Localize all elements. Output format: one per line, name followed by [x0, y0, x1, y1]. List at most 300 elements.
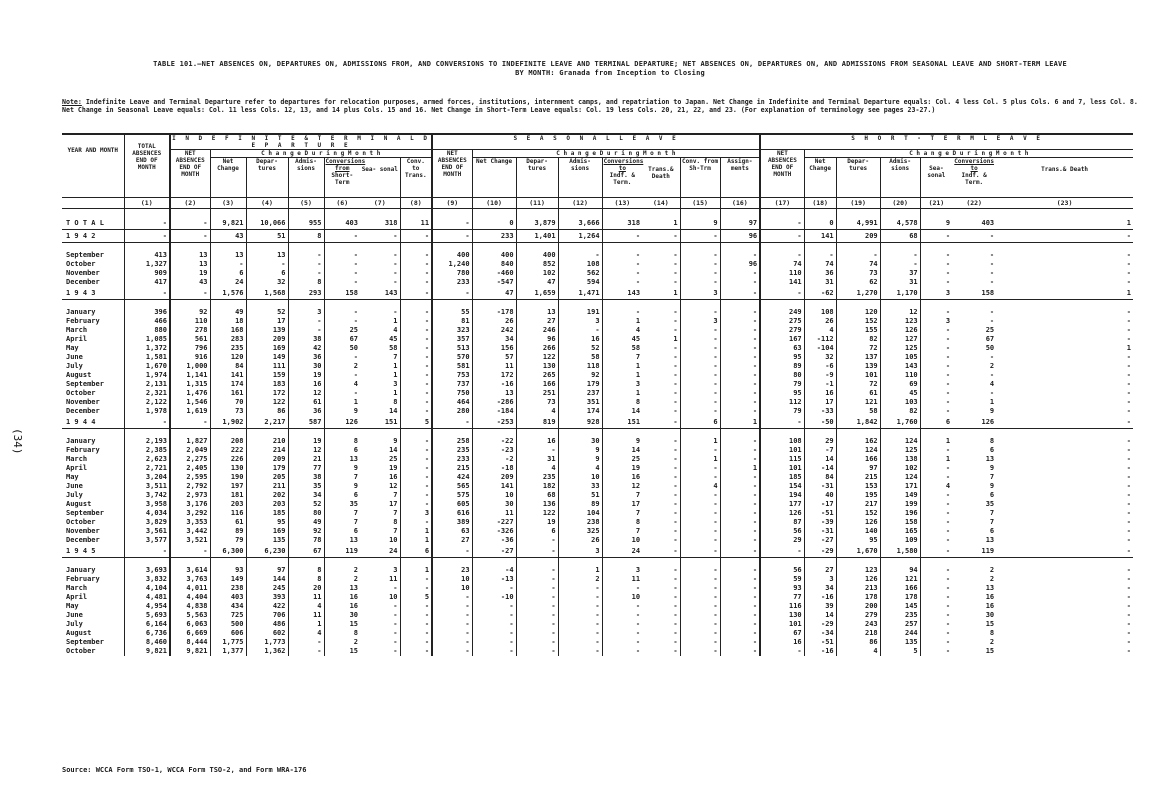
table-cell: 9,821	[170, 647, 210, 656]
table-cell: 104	[558, 509, 602, 518]
column-number: (18)	[804, 198, 836, 209]
table-cell: 89	[558, 500, 602, 509]
table-cell: 1,670	[124, 362, 170, 371]
table-cell: 58	[602, 344, 642, 353]
table-cell: 840	[472, 260, 516, 269]
table-cell: -	[720, 437, 760, 446]
header-conv-from-sh-trm: Conv. from Sh-Trm	[680, 158, 720, 198]
table-cell: -	[400, 482, 432, 491]
header-seas-change: C h a n g e D u r i n g M o n t h	[472, 150, 760, 158]
spacer-cell	[836, 209, 880, 218]
table-cell: 121	[836, 398, 880, 407]
table-cell: -	[673, 500, 678, 508]
spacer-cell	[720, 243, 760, 252]
table-cell: 203	[210, 500, 246, 509]
table-cell: -	[920, 278, 952, 287]
table-cell: 61	[210, 518, 246, 527]
table-cell: -	[920, 407, 952, 416]
table-cell: 84	[804, 473, 836, 482]
row-label: June	[66, 482, 83, 490]
table-cell: 1	[673, 335, 678, 343]
table-cell: 203	[246, 500, 288, 509]
table-cell: 24	[602, 545, 642, 558]
table-cell: -	[920, 584, 952, 593]
table-cell: 56	[760, 566, 804, 575]
spacer-cell	[210, 243, 246, 252]
table-cell: 39	[804, 602, 836, 611]
table-cell: 17	[804, 398, 836, 407]
table-cell: 15	[324, 647, 360, 656]
table-cell: 110	[880, 371, 920, 380]
spacer-cell	[62, 243, 124, 252]
table-cell: -	[324, 251, 360, 260]
table-cell: -	[920, 620, 952, 629]
table-cell: 3,763	[170, 575, 210, 584]
table-cell: -	[432, 217, 472, 230]
table-cell: -	[432, 545, 472, 558]
table-cell: 2,595	[170, 473, 210, 482]
month-row	[62, 575, 1133, 584]
row-label: October	[66, 518, 96, 526]
table-cell: 266	[516, 344, 558, 353]
table-cell: -	[920, 500, 952, 509]
table-cell: -	[680, 326, 720, 335]
spacer-cell	[558, 300, 602, 309]
table-cell: 149	[880, 491, 920, 500]
table-cell: 3	[393, 380, 398, 388]
table-cell: 1	[680, 437, 720, 446]
table-cell: 116	[210, 509, 246, 518]
spacer-cell	[996, 243, 1133, 252]
table-cell: 110	[760, 269, 804, 278]
table-cell: 10,066	[246, 217, 288, 230]
column-number: (16)	[720, 198, 760, 209]
table-cell: -	[720, 335, 760, 344]
table-cell: -	[288, 251, 324, 260]
table-cell: 126	[836, 575, 880, 584]
spacer-cell	[952, 429, 996, 438]
row-label: January	[66, 308, 96, 316]
table-cell: 1	[400, 566, 432, 575]
table-cell: 166	[516, 380, 558, 389]
table-cell: 466	[124, 317, 170, 326]
table-cell: 115	[760, 455, 804, 464]
table-cell: 2	[324, 362, 360, 371]
table-cell: 124	[880, 473, 920, 482]
row-label: June	[66, 611, 83, 619]
month-row	[62, 500, 1133, 509]
table-cell: 153	[836, 482, 880, 491]
spacer-cell	[602, 209, 642, 218]
table-cell: -	[720, 509, 760, 518]
table-cell: 1,377	[210, 647, 246, 656]
table-cell: 1,362	[246, 647, 288, 656]
table-title	[60, 60, 1160, 78]
table-cell: 1,773	[246, 638, 288, 647]
table-cell: 3,561	[124, 527, 170, 536]
table-cell: -	[680, 527, 720, 536]
table-cell: -	[400, 584, 432, 593]
table-cell: -	[393, 611, 398, 619]
table-cell: 1,476	[170, 389, 210, 398]
table-cell: 3,958	[124, 500, 170, 509]
table-cell: -	[720, 545, 760, 558]
spacer-cell	[432, 209, 472, 218]
table-cell: 0	[804, 217, 836, 230]
table-cell: 209	[836, 230, 880, 243]
header-seas-trans-death: Trans.& Death	[642, 158, 680, 198]
table-cell: 2	[989, 362, 995, 370]
table-cell: 602	[246, 629, 288, 638]
table-cell: 11	[472, 509, 516, 518]
table-cell: -	[760, 416, 804, 429]
table-cell: 8	[602, 398, 642, 407]
table-cell: 178	[880, 593, 920, 602]
note-label: Note:	[62, 98, 82, 106]
table-cell: 3	[602, 566, 642, 575]
table-cell: 6	[989, 446, 995, 454]
table-cell: -14	[804, 464, 836, 473]
table-cell: -	[673, 536, 678, 544]
table-cell: 7	[602, 509, 642, 518]
table-cell: 235	[880, 611, 920, 620]
table-cell: -	[1126, 362, 1131, 370]
table-cell: 55	[432, 308, 472, 317]
table-cell: 3,521	[170, 536, 210, 545]
spacer-cell	[760, 243, 804, 252]
table-cell: 177	[760, 500, 804, 509]
table-cell: -	[472, 602, 516, 611]
table-cell: 8,460	[124, 638, 170, 647]
table-cell: -	[170, 545, 210, 558]
table-cell: 32	[804, 353, 836, 362]
table-cell: 1	[996, 217, 1133, 230]
table-cell: -	[680, 500, 720, 509]
table-cell: 171	[880, 482, 920, 491]
table-cell: -	[1126, 260, 1131, 268]
table-cell: -	[920, 518, 952, 527]
spacer-cell	[170, 300, 210, 309]
table-cell: -	[432, 629, 472, 638]
table-cell: 97	[836, 464, 880, 473]
table-cell: -	[516, 620, 558, 629]
table-cell: -	[920, 566, 952, 575]
table-cell: 15	[985, 647, 995, 655]
table-cell: 151	[360, 416, 400, 429]
column-number: (23)	[996, 198, 1133, 209]
table-cell: 7	[989, 473, 995, 481]
spacer-cell	[432, 558, 472, 567]
month-row	[62, 407, 1133, 416]
table-cell: 58	[389, 344, 398, 352]
spacer-cell	[472, 209, 516, 218]
table-cell: -	[602, 308, 642, 317]
table-cell: 126	[952, 416, 996, 429]
table-cell: 95	[760, 389, 804, 398]
table-cell: -	[673, 593, 678, 601]
table-cell: 581	[432, 362, 472, 371]
table-cell: 138	[880, 455, 920, 464]
table-cell: 575	[432, 491, 472, 500]
table-cell: -	[680, 593, 720, 602]
table-cell: 196	[880, 509, 920, 518]
month-row	[62, 584, 1133, 593]
table-cell: 56	[760, 527, 804, 536]
table-cell: -112	[804, 335, 836, 344]
table-cell: 417	[124, 278, 170, 287]
table-cell: -	[516, 575, 558, 584]
table-cell: -253	[472, 416, 516, 429]
table-cell: 8,444	[170, 638, 210, 647]
spacer-cell	[400, 300, 432, 309]
table-cell: -	[673, 584, 678, 592]
table-cell: 122	[516, 509, 558, 518]
table-cell: 1,270	[836, 287, 880, 300]
table-cell: 181	[210, 491, 246, 500]
table-cell: 9	[680, 217, 720, 230]
spacer-cell	[400, 243, 432, 252]
table-cell: -16	[804, 647, 836, 656]
month-row	[62, 251, 1133, 260]
spacer-cell	[952, 209, 996, 218]
total-row	[62, 217, 1133, 230]
table-cell: 23	[432, 566, 472, 575]
table-cell: -	[920, 593, 952, 602]
table-cell: 2,721	[124, 464, 170, 473]
table-cell: -	[720, 500, 760, 509]
table-cell: 165	[880, 527, 920, 536]
table-cell: 74	[836, 260, 880, 269]
table-cell: 10	[432, 575, 472, 584]
table-cell: 10	[389, 536, 398, 544]
table-cell: -	[673, 398, 678, 406]
table-cell: -	[602, 251, 642, 260]
table-cell: 357	[432, 335, 472, 344]
table-cell: 3,442	[170, 527, 210, 536]
month-row	[62, 260, 1133, 269]
month-row	[62, 638, 1133, 647]
table-cell: -	[952, 230, 996, 243]
table-cell: -	[432, 620, 472, 629]
spacer-cell	[804, 243, 836, 252]
table-cell: 208	[210, 437, 246, 446]
table-cell: -	[324, 308, 360, 317]
table-cell: 16	[985, 593, 995, 601]
table-cell: 1	[1126, 344, 1131, 352]
table-cell: -	[1126, 455, 1131, 463]
table-cell: 13	[170, 251, 210, 260]
table-cell: 7	[989, 518, 995, 526]
table-cell: 796	[170, 344, 210, 353]
row-label: May	[66, 473, 79, 481]
table-cell: 31	[516, 455, 558, 464]
spacer-cell	[62, 300, 124, 309]
table-cell: -	[1126, 638, 1131, 646]
table-cell: 143	[602, 287, 642, 300]
row-label: October	[66, 260, 96, 268]
note-text: Indefinite Leave and Terminal Departure refer to departures for relocation purposes, armed forces, institutions, internment camps, and repatriation to Japan. Net Change in Indefinite and Terminal Departure equals: Col. 4 less Col. 5 plus Cols. 6 and 7, less Col. 8. Net Change in Seasonal Leave equals: Col. 11 less Cols. 12, 13, and 14 plus Cols. 15 and 16. Net Change in Short-Term Leave equals: Col. 19 less Cols. 20, 21, 22, and 23. (For explanation of terminology see pages 23-27.)	[62, 98, 1138, 115]
table-cell: 5,563	[170, 611, 210, 620]
header-conv-from-seasonal: Sea- sonal	[360, 158, 400, 198]
table-cell: -	[602, 230, 642, 243]
table-cell: 2,131	[124, 380, 170, 389]
table-cell: -	[516, 584, 558, 593]
spacer-cell	[642, 243, 680, 252]
table-cell: 3,832	[124, 575, 170, 584]
table-cell: 50	[985, 344, 995, 352]
table-cell: 434	[210, 602, 246, 611]
table-cell: 1	[602, 389, 642, 398]
table-cell: -	[400, 278, 432, 287]
table-cell: -	[673, 326, 678, 334]
table-cell: -	[673, 620, 678, 628]
table-cell: 62	[836, 278, 880, 287]
row-label: February	[66, 317, 100, 325]
table-cell: 1,619	[170, 407, 210, 416]
table-cell: 706	[246, 611, 288, 620]
table-cell: -	[400, 407, 432, 416]
header-seas-admissions: Admis- sions	[558, 158, 602, 198]
table-cell: -	[673, 602, 678, 610]
table-cell: -	[1126, 335, 1131, 343]
table-cell: -	[602, 278, 642, 287]
table-cell: -	[124, 287, 170, 300]
table-cell: 194	[760, 491, 804, 500]
table-cell: -	[1126, 353, 1131, 361]
table-cell: -	[880, 251, 920, 260]
table-cell: 70	[210, 398, 246, 407]
table-cell: -	[1126, 566, 1131, 574]
table-cell: 32	[246, 278, 288, 287]
row-label: September	[66, 638, 104, 646]
table-cell: 279	[760, 326, 804, 335]
table-cell: -	[602, 620, 642, 629]
table-cell: 235	[432, 446, 472, 455]
table-cell: -	[516, 647, 558, 656]
table-cell: -	[680, 584, 720, 593]
table-cell: 11	[602, 575, 642, 584]
table-cell: 152	[836, 317, 880, 326]
table-cell: -	[432, 287, 472, 300]
table-cell: 77	[760, 593, 804, 602]
table-cell: 1,842	[836, 416, 880, 429]
table-cell: -	[989, 251, 995, 259]
table-cell: -	[288, 317, 324, 326]
spacer-cell	[804, 209, 836, 218]
table-cell: 15	[985, 620, 995, 628]
header-indef-change: C h a n g e D u r i n g M o n t h	[210, 150, 432, 158]
table-cell: 183	[246, 380, 288, 389]
table-cell: -	[1126, 407, 1131, 415]
table-cell: -	[642, 545, 680, 558]
table-cell: -	[680, 491, 720, 500]
table-cell: -	[680, 518, 720, 527]
column-number: (12)	[558, 198, 602, 209]
month-row	[62, 473, 1133, 482]
table-cell: -	[920, 536, 952, 545]
table-cell: 9	[558, 455, 602, 464]
table-cell: -	[516, 629, 558, 638]
spacer-cell	[324, 300, 360, 309]
table-cell: 819	[516, 416, 558, 429]
table-cell: -	[1126, 509, 1131, 517]
spacer-cell	[920, 300, 952, 309]
table-cell: 6,164	[124, 620, 170, 629]
table-cell: 7	[602, 491, 642, 500]
table-cell: -	[920, 638, 952, 647]
table-cell: 1	[680, 455, 720, 464]
table-cell: -	[400, 353, 432, 362]
table-cell: -	[720, 566, 760, 575]
table-cell: 275	[760, 317, 804, 326]
spacer-cell	[760, 209, 804, 218]
header-indef-net-absences: NET ABSENCES END OF MONTH	[170, 150, 210, 198]
table-cell: -	[680, 353, 720, 362]
table-cell: 4,034	[124, 509, 170, 518]
table-cell: 7	[393, 353, 398, 361]
table-cell: 86	[836, 638, 880, 647]
table-cell: 141	[472, 482, 516, 491]
spacer-cell	[472, 429, 516, 438]
row-label: April	[66, 464, 88, 472]
table-cell: 4	[516, 464, 558, 473]
table-cell: 158	[324, 287, 360, 300]
table-cell: 16	[516, 437, 558, 446]
table-cell: -	[673, 611, 678, 619]
table-cell: 97	[720, 217, 760, 230]
table-cell: 12	[602, 482, 642, 491]
table-cell: 143	[880, 362, 920, 371]
table-cell: 185	[760, 473, 804, 482]
table-cell: 139	[836, 362, 880, 371]
table-cell: -	[1126, 473, 1131, 481]
table-cell: 120	[210, 353, 246, 362]
table-cell: 9	[602, 437, 642, 446]
table-cell: -	[1126, 437, 1131, 445]
table-cell: 141	[804, 230, 836, 243]
table-cell: 464	[432, 398, 472, 407]
column-number: (21)	[920, 198, 952, 209]
table-cell: 57	[472, 353, 516, 362]
table-cell: 7	[393, 509, 398, 517]
table-cell: 9	[324, 464, 360, 473]
month-row	[62, 437, 1133, 446]
table-cell: -	[288, 647, 324, 656]
table-cell: -	[393, 629, 398, 637]
table-cell: 215	[432, 464, 472, 473]
table-cell: 10	[602, 536, 642, 545]
table-cell: 116	[760, 602, 804, 611]
table-cell: -	[920, 527, 952, 536]
table-cell: -31	[804, 482, 836, 491]
table-cell: 178	[836, 593, 880, 602]
row-label: March	[66, 584, 88, 592]
header-indf-term-2: Indf. & Term.	[961, 172, 987, 186]
table-cell: 725	[210, 611, 246, 620]
table-cell: -	[400, 371, 432, 380]
table-cell: 20	[288, 584, 324, 593]
table-cell: 67	[324, 335, 360, 344]
table-cell: -	[989, 353, 995, 361]
table-cell: 209	[472, 473, 516, 482]
spacer-row	[62, 300, 1133, 309]
table-cell: -	[472, 629, 516, 638]
table-cell: -	[720, 575, 760, 584]
spacer-cell	[400, 558, 432, 567]
spacer-cell	[360, 209, 400, 218]
table-cell: -	[920, 629, 952, 638]
table-cell: 21	[288, 455, 324, 464]
